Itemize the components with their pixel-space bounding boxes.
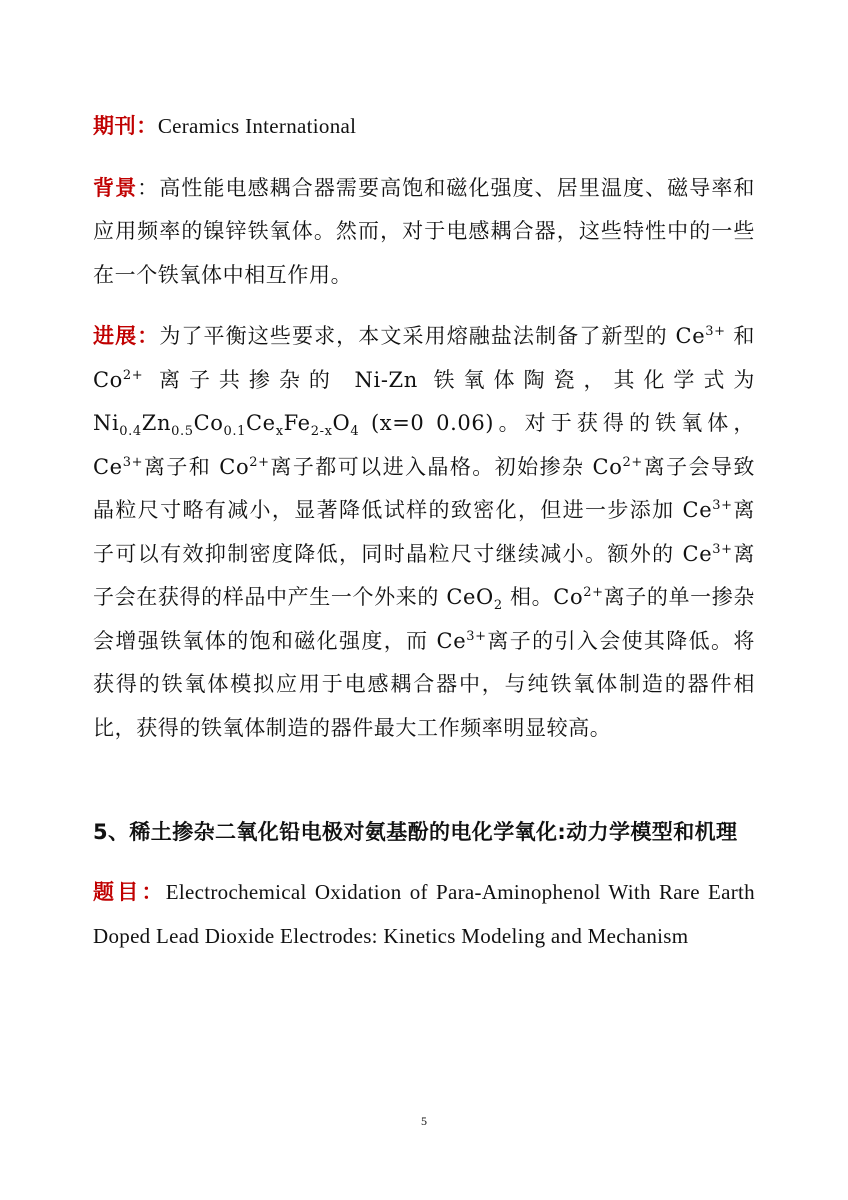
background-paragraph: [93, 166, 755, 298]
title-label: 题目：: [93, 879, 166, 904]
background-label: 背景: [93, 174, 138, 200]
background-text: 高性能电感耦合器需要高饱和磁化强度、居里温度、磁导率和应用频率的镍锌铁氧体。然而，对于电感耦合器，这些特性中的一些在一个铁氧体中相互作用。: [93, 175, 756, 287]
journal-name: Ceramics International: [157, 114, 357, 138]
section-5-heading: 5、稀土掺杂二氧化铅电极对氨基酚的电化学氧化:动力学模型和机理: [93, 820, 738, 844]
document-body: [93, 104, 755, 958]
journal-paragraph: [93, 104, 755, 149]
title-paragraph: [93, 870, 755, 958]
page-number: 5: [421, 1114, 427, 1128]
journal-label: 期刊：: [93, 113, 158, 138]
progress-label: 进展：: [93, 323, 160, 348]
progress-text: 为了平衡这些要求，本文采用熔融盐法制备了新型的 $Ce^{3+}$ 和 $Co^{2+}$ 离子共掺杂的 Ni-Zn 铁氧体陶瓷，其化学式为 $Ni_{0.4}Zn_{0.5}Co_{0.1}Ce_xFe_{2-x}O_4$ (x=0 0.06)。对于获得的铁氧体，$Ce^{3+}$离子和 $Co^{2+}$离子都可以进入晶格。初始掺杂 $Co^{2+}$离子会导致晶粒尺寸略有减小，显著降低试样的致密化，但进一步添加 $Ce^{3+}$离子可以有效抑制密度降低，同时晶粒尺寸继续减小。额外的 $Ce^{3+}$离子会在获得的样品中产生一个外来的 CeO$_2$ 相。$Co^{2+}$离子的单一掺杂会增强铁氧体的饱和磁化强度，而 $Ce^{3+}$离子的引入会使其降低。将获得的铁氧体模拟应用于电感耦合器中，与纯铁氧体制造的器件相比，获得的铁氧体制造的器件最大工作频率明显较高。: [93, 324, 756, 740]
background-colon: ：: [137, 175, 160, 200]
title-text: Electrochemical Oxidation of Para-Aminophenol With Rare Earth Doped Lead Dioxide Electrodes: Kinetics Modeling and Mechanism: [93, 880, 755, 948]
progress-paragraph: [93, 314, 755, 750]
